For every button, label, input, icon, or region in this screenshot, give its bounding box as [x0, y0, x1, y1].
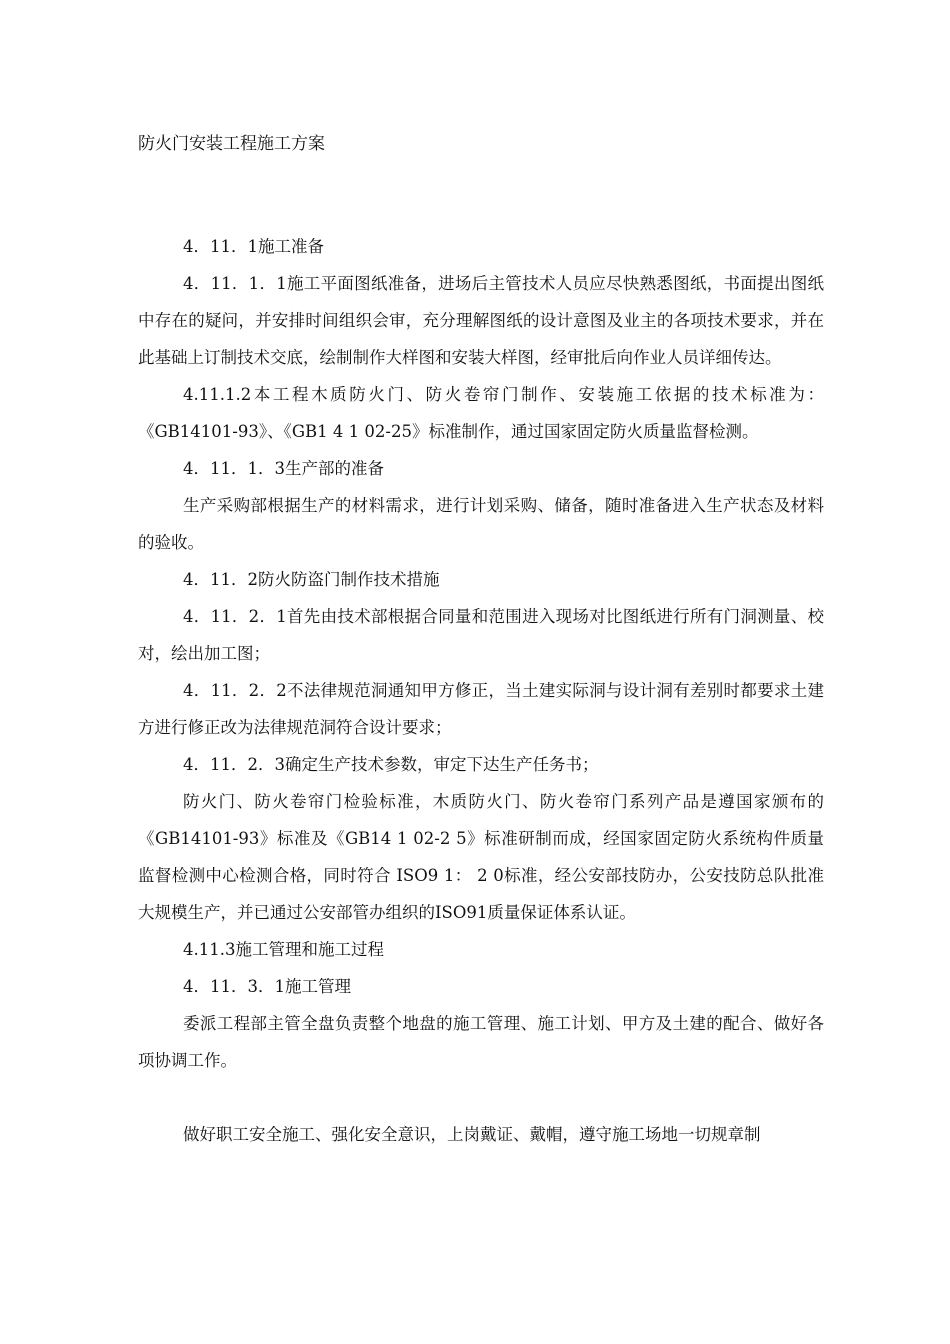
- paragraph-4-11-1-2: 4.11.1.2本工程木质防火门、防火卷帘门制作、安装施工依据的技术标准为：《GB14101-93》、《GB1 4 1 02-25》标准制作，通过国家固定防火质量监督检测。: [138, 385, 824, 441]
- document-body: [138, 228, 824, 1153]
- paragraph-safety: 做好职工安全施工、强化安全意识，上岗戴证、戴帽，遵守施工场地一切规章制: [183, 1125, 761, 1144]
- paragraph-heading-4-11-1: 4．11．1施工准备: [183, 237, 324, 256]
- paragraph-heading-4-11-3: 4.11.3施工管理和施工过程: [183, 940, 384, 959]
- paragraph-4-11-2-2: 4．11．2．2不法律规范洞通知甲方修正，当土建实际洞与设计洞有差别时都要求土建方进行修正改为法律规范洞符合设计要求；: [138, 681, 824, 737]
- paragraph-production-prep: 生产采购部根据生产的材料需求，进行计划采购、储备，随时准备进入生产状态及材料的验收。: [138, 496, 824, 552]
- paragraph-4-11-2-1: 4．11．2．1首先由技术部根据合同量和范围进入现场对比图纸进行所有门洞测量、校对，绘出加工图；: [138, 607, 824, 663]
- paragraph-heading-4-11-2: 4．11．2防火防盗门制作技术措施: [183, 570, 440, 589]
- paragraph-4-11-1-1: 4．11．1．1施工平面图纸准备，进场后主管技术人员应尽快熟悉图纸，书面提出图纸中存在的疑问，并安排时间组织会审，充分理解图纸的设计意图及业主的各项技术要求，并在此基础上订制技术交底，绘制制作大样图和安装大样图，经审批后向作业人员详细传达。: [138, 274, 824, 367]
- paragraph-inspection-standard: 防火门、防火卷帘门检验标准，木质防火门、防火卷帘门系列产品是遵国家颁布的《GB14101-93》标准及《GB14 1 02-2 5》标准研制而成，经国家固定防火系统构件质量监督检测中心检测合格，同时符合 ISO9 1： 2 0标准，经公安部技防办，公安技防总队批准大规模生产，并已通过公安部管办组织的ISO91质量保证体系认证。: [138, 792, 824, 922]
- paragraph-site-management: 委派工程部主管全盘负责整个地盘的施工管理、施工计划、甲方及土建的配合、做好各项协调工作。: [138, 1014, 824, 1070]
- document-title: 防火门安装工程施工方案: [138, 134, 325, 154]
- paragraph-heading-4-11-3-1: 4．11．3．1施工管理: [183, 977, 351, 996]
- paragraph-4-11-2-3: 4．11．2．3确定生产技术参数，审定下达生产任务书；: [183, 755, 599, 774]
- paragraph-heading-4-11-1-3: 4．11．1．3生产部的准备: [183, 459, 384, 478]
